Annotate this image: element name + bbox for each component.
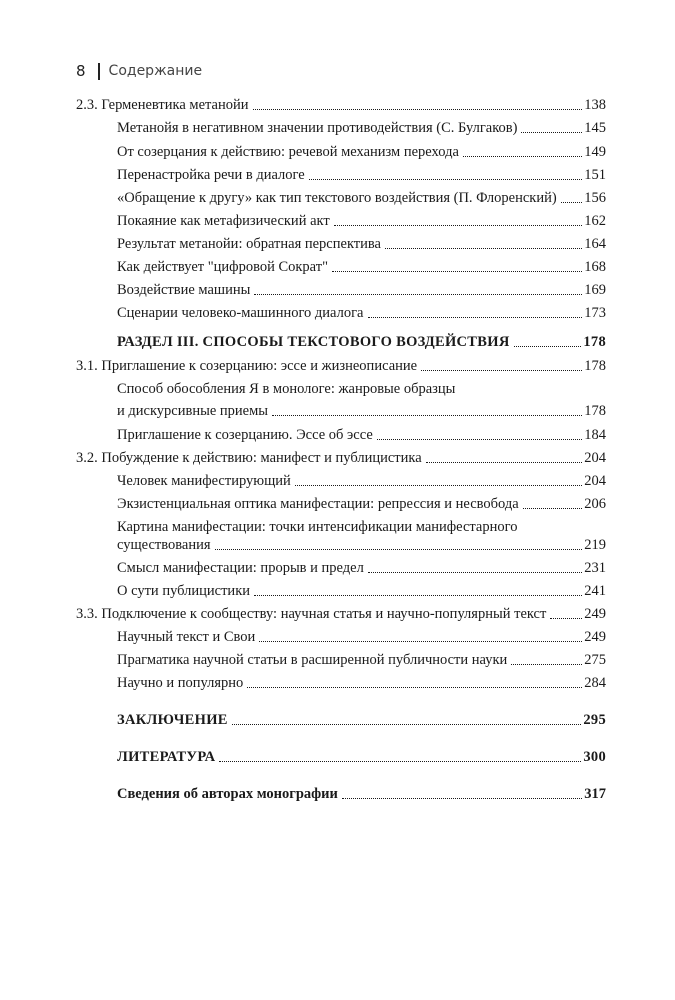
leader-dots xyxy=(247,687,582,688)
page-ref: 206 xyxy=(584,496,606,512)
leader-dots xyxy=(342,798,582,799)
toc-item[interactable] xyxy=(117,495,606,513)
entry-title: Побуждение к действию: манифест и публицистика xyxy=(101,450,422,466)
leader-dots xyxy=(219,761,581,762)
leader-dots xyxy=(232,724,582,725)
page-ref: 204 xyxy=(584,450,606,466)
entry-title: Подключение к сообществу: научная статья и научно-популярный текст xyxy=(101,606,547,622)
entry-title: Научный текст и Свои xyxy=(117,629,256,645)
running-head xyxy=(76,62,202,80)
leader-dots xyxy=(514,346,582,347)
leader-dots xyxy=(368,317,583,318)
entry-title: Экзистенциальная оптика манифестации: репрессия и несвобода xyxy=(117,496,519,512)
entry-title: ЛИТЕРАТУРА xyxy=(117,749,216,765)
page-ref: 219 xyxy=(584,537,606,553)
entry-title: ЗАКЛЮЧЕНИЕ xyxy=(117,712,228,728)
entry-title: Герменевтика метанойи xyxy=(101,97,249,113)
entry-title: Покаяние как метафизический акт xyxy=(117,213,330,229)
entry-title: О сути публицистики xyxy=(117,583,250,599)
leader-dots xyxy=(561,202,583,203)
toc-item[interactable] xyxy=(117,518,606,554)
entry-title: Результат метанойи: обратная перспектива xyxy=(117,236,381,252)
entry-title: Воздействие машины xyxy=(117,282,251,298)
entry-title: Метанойя в негативном значении противодействия (С. Булгаков) xyxy=(117,120,518,136)
page-ref: 249 xyxy=(584,606,606,622)
toc-subsection-3-1[interactable] xyxy=(76,357,606,375)
page-ref: 241 xyxy=(584,583,606,599)
entry-title: Приглашение к созерцанию: эссе и жизнеописание xyxy=(101,358,418,374)
toc-authors-info[interactable] xyxy=(117,785,606,803)
page-ref: 249 xyxy=(584,629,606,645)
page-ref: 231 xyxy=(584,560,606,576)
page-ref: 284 xyxy=(584,675,606,691)
entry-title: От созерцания к действию: речевой механизм перехода xyxy=(117,144,459,160)
leader-dots xyxy=(511,664,582,665)
leader-dots xyxy=(332,271,582,272)
running-head-title: Содержание xyxy=(108,63,203,79)
page-ref: 173 xyxy=(584,305,606,321)
page-ref: 295 xyxy=(583,712,606,728)
toc-item[interactable] xyxy=(117,426,606,444)
toc-item[interactable] xyxy=(117,189,606,207)
leader-dots xyxy=(421,370,582,371)
entry-title: Приглашение к созерцанию. Эссе об эссе xyxy=(117,427,373,443)
toc-item[interactable] xyxy=(117,119,606,137)
leader-dots xyxy=(254,595,582,596)
toc-subsection-3-2[interactable] xyxy=(76,449,606,467)
toc-subsection-2-3[interactable] xyxy=(76,96,606,114)
page-ref: 156 xyxy=(584,190,606,206)
leader-dots xyxy=(550,618,582,619)
section-number: 3.2. xyxy=(76,450,98,466)
entry-title: «Обращение к другу» как тип текстового воздействия (П. Флоренский) xyxy=(117,190,557,206)
toc-item[interactable] xyxy=(117,674,606,692)
entry-title: Сценарии человеко-машинного диалога xyxy=(117,305,364,321)
leader-dots xyxy=(215,549,583,550)
toc-item[interactable] xyxy=(117,472,606,490)
leader-dots xyxy=(295,485,582,486)
leader-dots xyxy=(309,179,583,180)
toc-item[interactable] xyxy=(117,380,606,420)
section-number: 2.3. xyxy=(76,97,98,113)
entry-title-line: Картина манифестации: точки интенсификации манифестарного xyxy=(117,519,518,535)
page-ref: 168 xyxy=(584,259,606,275)
page-ref: 178 xyxy=(584,403,606,419)
page-ref: 300 xyxy=(583,749,606,765)
entry-title-line: и дискурсивные приемы xyxy=(117,403,269,419)
page-ref: 317 xyxy=(584,786,606,802)
toc-part-heading[interactable] xyxy=(117,333,606,351)
toc-item[interactable] xyxy=(117,143,606,161)
page-ref: 178 xyxy=(583,334,606,350)
toc-conclusion[interactable] xyxy=(117,711,606,729)
leader-dots xyxy=(385,248,582,249)
leader-dots xyxy=(254,294,582,295)
toc-item[interactable] xyxy=(117,559,606,577)
entry-title: Как действует "цифровой Сократ" xyxy=(117,259,328,275)
header-divider xyxy=(98,63,100,80)
leader-dots xyxy=(523,508,583,509)
toc-item[interactable] xyxy=(117,304,606,322)
toc-item[interactable] xyxy=(117,166,606,184)
section-number: 3.1. xyxy=(76,358,98,374)
leader-dots xyxy=(377,439,582,440)
page-ref: 149 xyxy=(584,144,606,160)
leader-dots xyxy=(368,572,582,573)
part-title: РАЗДЕЛ III. СПОСОБЫ ТЕКСТОВОГО ВОЗДЕЙСТВИЯ xyxy=(117,334,510,350)
page-ref: 275 xyxy=(584,652,606,668)
toc-item[interactable] xyxy=(117,235,606,253)
page-ref: 169 xyxy=(584,282,606,298)
entry-title-line: Способ обособления Я в монологе: жанровые образцы xyxy=(117,381,456,397)
page-ref: 151 xyxy=(584,167,606,183)
page-ref: 204 xyxy=(584,473,606,489)
entry-title-line: существования xyxy=(117,537,211,553)
page-ref: 138 xyxy=(584,97,606,113)
leader-dots xyxy=(253,109,583,110)
leader-dots xyxy=(426,462,583,463)
entry-title: Человек манифестирующий xyxy=(117,473,291,489)
page-ref: 184 xyxy=(584,427,606,443)
leader-dots xyxy=(334,225,583,226)
toc-item[interactable] xyxy=(117,628,606,646)
toc-item[interactable] xyxy=(117,651,606,669)
toc-item[interactable] xyxy=(117,281,606,299)
page-ref: 162 xyxy=(584,213,606,229)
page-ref: 145 xyxy=(584,120,606,136)
toc-item[interactable] xyxy=(117,212,606,230)
entry-title: Смысл манифестации: прорыв и предел xyxy=(117,560,364,576)
leader-dots xyxy=(272,415,582,416)
toc-bibliography[interactable] xyxy=(117,748,606,766)
toc-item[interactable] xyxy=(117,258,606,276)
page-ref: 164 xyxy=(584,236,606,252)
toc-item[interactable] xyxy=(117,582,606,600)
leader-dots xyxy=(521,132,582,133)
entry-title: Прагматика научной статьи в расширенной публичности науки xyxy=(117,652,508,668)
leader-dots xyxy=(463,156,582,157)
entry-title: Научно и популярно xyxy=(117,675,244,691)
leader-dots xyxy=(259,641,582,642)
section-number: 3.3. xyxy=(76,606,98,622)
toc-subsection-3-3[interactable] xyxy=(76,605,606,623)
page-number: 8 xyxy=(76,62,86,80)
entry-title: Сведения об авторах монографии xyxy=(117,786,338,802)
page-ref: 178 xyxy=(584,358,606,374)
entry-title: Перенастройка речи в диалоге xyxy=(117,167,305,183)
